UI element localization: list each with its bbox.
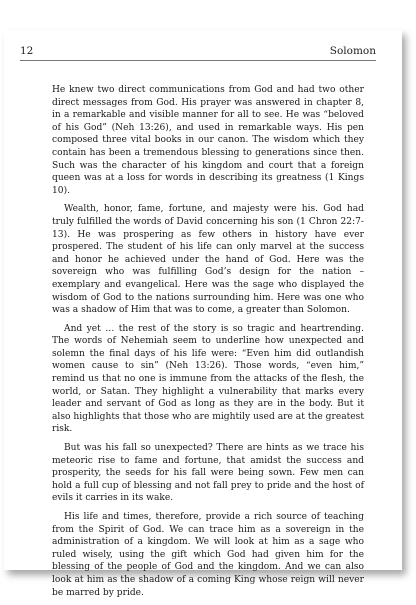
running-title: Solomon xyxy=(329,45,376,57)
paragraph-3: And yet … the rest of the story is so tragic and heartrending. The words of Nehemiah seem to underline how unexpected and solemn the final days of his life were: “Even him did outlandish women cause to sin” (Neh 13:26). Those words, “even him,” remind us that no one is immune from the attacks of the flesh, the world, or Satan. They highlight a vulnerability that marks every leader and servant of God as long as they are in the body. But it also highlights that those who are mightily used are at the greatest risk. xyxy=(52,323,364,435)
paragraph-2: Wealth, honor, fame, fortune, and majesty were his. God had truly fulfilled the words of David concerning his son (1 Chron 22:7-13). He was prospering as few others in history have ever prospered. The student of his life can only marvel at the success and honor he achieved under the hand of God. Here was the sovereign who was fulfilling God’s design for the nation – exemplary and evangelical. Here was the sage who displayed the wisdom of God to the nations surrounding him. Here was one who was a shadow of Him that was to come, a greater than Solomon. xyxy=(52,204,364,316)
header-rule xyxy=(20,60,376,61)
paragraph-1: He knew two direct communications from God and had two other direct messages from God. His prayer was answered in chapter 8, in a remarkable and visible manner for all to see. He was “beloved of his God” (Neh 13:26), and used in remarkable ways. His pen composed three vital books in our canon. The wisdom which they contain has been a tremendous blessing to generations since then. Such was the character of his kingdom and court that a foreign queen was at a loss for words in describing its greatness (1 Kings 10). xyxy=(52,85,364,196)
paragraph-5: His life and times, therefore, provide a rich source of teaching from the Spirit of God. We can trace him as a sovereign in the administration of a kingdom. We will look at him as a sage who ruled wisely, using the gift which God had given him for the blessing of the people of God and the kingdom. And we can also look at him as the shadow of a coming King whose reign will never be marred by pride. xyxy=(52,512,364,598)
page-header xyxy=(20,44,376,58)
paragraph-4: But was his fall so unexpected? There are hints as we trace his meteoric rise to fame and fortune, that amidst the success and prosperity, the seeds for his fall were being sown. Few men can hold a full cup of blessing and not fall prey to pride and the host of evils it carries in its wake. xyxy=(52,443,364,504)
body-text xyxy=(52,84,364,605)
page-number: 12 xyxy=(20,45,34,57)
